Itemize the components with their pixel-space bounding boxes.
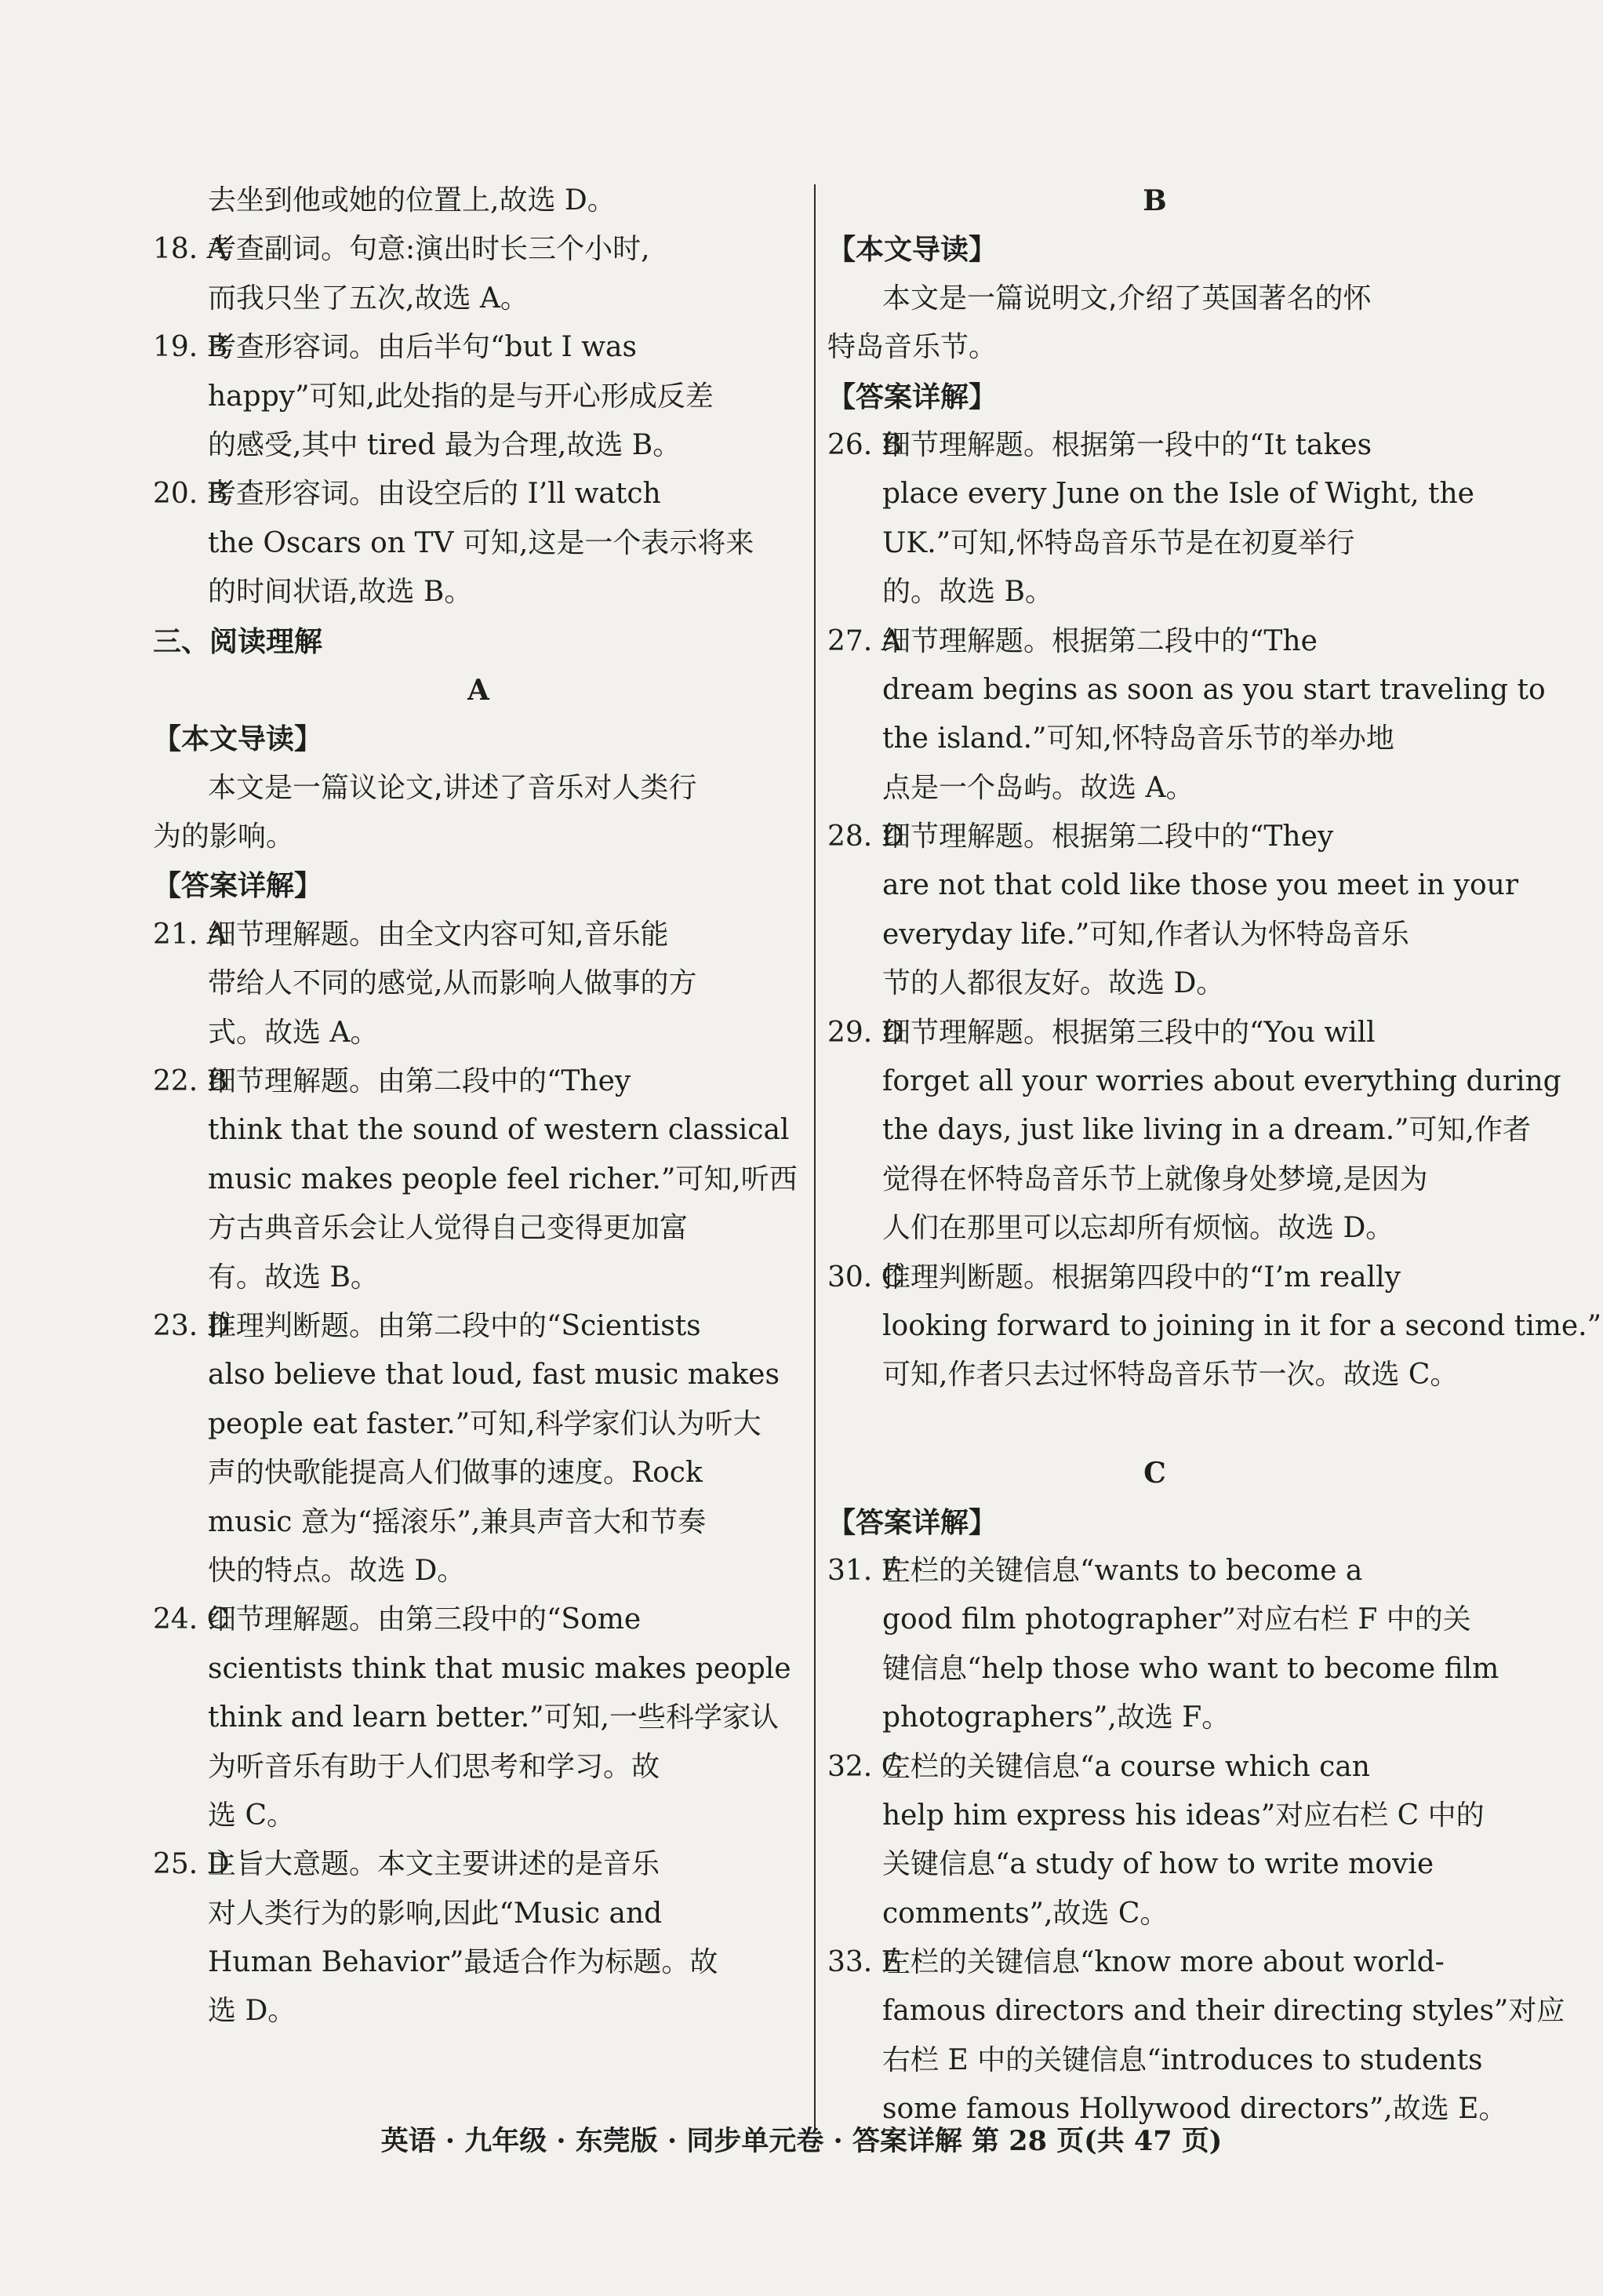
answer-item-29: 29. D细节理解题。根据第三段中的“You will forget all your worries about everything during the days, just like living in a dream.”可知,作者 觉得在怀特岛音乐节上就像身处梦境,是因为 人们在那里可以忘却所有烦恼。故选 D。 <box>827 1009 1482 1254</box>
answer-item-28: 28. D细节理解题。根据第二段中的“They are not that cold like those you meet in your everyday life.”可知,作者认为怀特岛音乐 节的人都很友好。故选 D。 <box>827 813 1482 1009</box>
answer-item-19: 19. B考查形容词。由后半句“but I was happy”可知,此处指的是与开心形成反差 的感受,其中 tired 最为合理,故选 B。 <box>153 323 804 470</box>
answer-number: 25. D <box>153 1848 230 1881</box>
answer-item-21: 21. A细节理解题。由全文内容可知,音乐能 带给人不同的感觉,从而影响人做事的方 式。故选 A。 <box>153 911 804 1057</box>
answer-item-25: 25. D主旨大意题。本文主要讲述的是音乐 对人类行为的影响,因此“Music and Human Behavior”最适合作为标题。故 选 D。 <box>153 1840 804 2036</box>
answer-heading: 【答案详解】 <box>827 1505 998 1539</box>
answer-item-26: 26. B细节理解题。根据第一段中的“It takes place every June on the Isle of Wight, the UK.”可知,怀特岛音乐节是在初夏举行 的。故选 B。 <box>827 421 1482 617</box>
answer-heading: 【答案详解】 <box>153 869 323 903</box>
section-title: 三、阅读理解 <box>153 624 323 658</box>
answer-number: 26. B <box>827 428 903 461</box>
answer-item-18: 18. A考查副词。句意:演出时长三个小时, 而我只坐了五次,故选 A。 <box>153 225 804 323</box>
answer-item-22: 22. B细节理解题。由第二段中的“They think that the sound of western classical music makes people feel richer.”可知,听西 方古典音乐会让人觉得自己变得更加富 有。故选 B。 <box>153 1057 804 1302</box>
passage-letter-b: B <box>1143 184 1167 217</box>
intro-text: 为的影响。 <box>153 821 295 853</box>
answer-number: 24. C <box>153 1603 229 1636</box>
answer-number: 19. B <box>153 331 228 364</box>
answer-number: 23. D <box>153 1309 230 1342</box>
intro-text: 特岛音乐节。 <box>827 331 998 364</box>
continuation-line: 去坐到他或她的位置上,故选 D。 <box>208 184 616 217</box>
answer-item-31: 31. F左栏的关键信息“wants to become a good film photographer”对应右栏 F 中的关 键信息“help those who want to become film photographers”,故选 F。 <box>827 1547 1482 1743</box>
answer-number: 30. C <box>827 1261 903 1294</box>
spacer <box>827 1400 1482 1449</box>
answer-number: 27. A <box>827 624 902 657</box>
answer-item-23: 23. D推理判断题。由第二段中的“Scientists also believe that loud, fast music makes people eat faster.”可知,科学家们认为听大 声的快歌能提高人们做事的速度。Rock music 意为“摇滚乐”,兼具声音大和节奏 快的特点。故选 D。 <box>153 1302 804 1596</box>
answer-item-33: 33. E左栏的关键信息“know more about world- famous directors and their directing styles”对应 右栏 E 中的关键信息“introduces to students some famous Hollywood directors”,故选 E。 <box>827 1938 1482 2134</box>
answer-number: 31. F <box>827 1554 901 1587</box>
page-footer: 英语 · 九年级 · 东莞版 · 同步单元卷 · 答案详解 第 28 页(共 47 页) <box>380 2125 1223 2157</box>
passage-letter-c: C <box>1143 1457 1166 1490</box>
passage-letter-a: A <box>467 673 489 707</box>
answer-number: 18. A <box>153 233 227 266</box>
answer-number: 29. D <box>827 1016 904 1049</box>
answer-item-27: 27. A细节理解题。根据第二段中的“The dream begins as soon as you start traveling to the island.”可知,怀特岛音乐节的举办地 点是一个岛屿。故选 A。 <box>827 617 1482 813</box>
answer-item-32: 32. C左栏的关键信息“a course which can help him express his ideas”对应右栏 C 中的 关键信息“a study of how to write movie comments”,故选 C。 <box>827 1743 1482 1939</box>
right-column <box>827 176 1602 2134</box>
column-divider <box>814 184 816 2130</box>
intro-heading: 【本文导读】 <box>827 233 998 267</box>
answer-item-20: 20. B考查形容词。由设空后的 I’ll watch the Oscars on TV 可知,这是一个表示将来 的时间状语,故选 B。 <box>153 470 804 617</box>
answer-number: 20. B <box>153 478 228 511</box>
answer-item-24: 24. C细节理解题。由第三段中的“Some scientists think that music makes people think and learn better.”可知,一些科学家认 为听音乐有助于人们思考和学习。故 选 C。 <box>153 1596 804 1840</box>
left-column <box>153 176 804 2036</box>
answer-number: 32. C <box>827 1750 903 1783</box>
answer-number: 22. B <box>153 1065 228 1098</box>
intro-heading: 【本文导读】 <box>153 722 323 756</box>
answer-number: 21. A <box>153 918 227 951</box>
answer-item-30: 30. C推理判断题。根据第四段中的“I’m really looking forward to joining in it for a second time.” 可知,作者只去过怀特岛音乐节一次。故选 C。 <box>827 1254 1482 1400</box>
intro-text: 本文是一篇说明文,介绍了英国著名的怀 <box>882 282 1372 315</box>
intro-text: 本文是一篇议论文,讲述了音乐对人类行 <box>208 771 697 804</box>
answer-heading: 【答案详解】 <box>827 380 998 413</box>
answer-number: 28. D <box>827 821 904 853</box>
answer-number: 33. E <box>827 1946 902 1979</box>
